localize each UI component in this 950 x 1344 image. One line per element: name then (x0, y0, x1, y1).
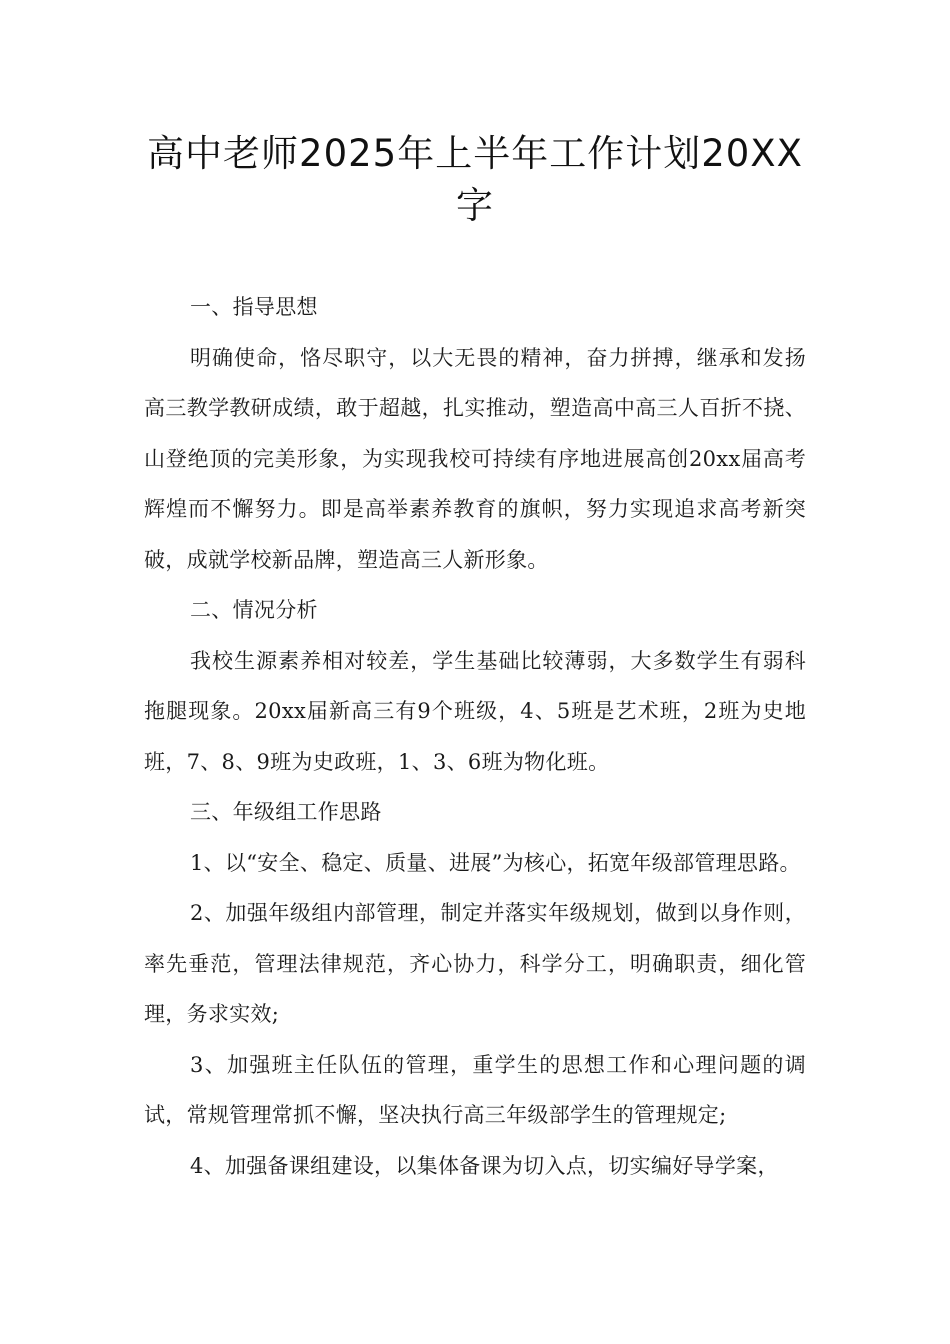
paragraph-situation-analysis: 我校生源素养相对较差，学生基础比较薄弱，大多数学生有弱科拖腿现象。20xx届新高三有9个班级，4、5班是艺术班，2班为史地班，7、8、9班为史政班，1、3、6班为物化班。 (144, 648, 806, 774)
section-heading-situation-analysis: 二、情况分析 (190, 598, 318, 622)
list-item-3: 3、加强班主任队伍的管理，重学生的思想工作和心理问题的调试，常规管理常抓不懈，坚决执行高三年级部学生的管理规定; (144, 1052, 806, 1127)
section-heading-guiding-thought: 一、指导思想 (190, 295, 318, 319)
page-title: 高中老师2025年上半年工作计划20XX字 (147, 132, 803, 227)
paragraph-guiding-thought: 明确使命，恪尽职守，以大无畏的精神，奋力拼搏，继承和发扬高三教学教研成绩，敢于超越，扎实推动，塑造高中高三人百折不挠、山登绝顶的完美形象，为实现我校可持续有序地进展高创20xx届高考辉煌而不懈努力。即是高举素养教育的旗帜，努力实现追求高考新突破，成就学校新品牌，塑造高三人新形象。 (144, 345, 806, 572)
list-item-2: 2、加强年级组内部管理，制定并落实年级规划，做到以身作则，率先垂范，管理法律规范，齐心协力，科学分工，明确职责，细化管理，务求实效; (144, 901, 806, 1026)
list-item-1: 1、以“安全、稳定、质量、进展”为核心，拓宽年级部管理思路。 (190, 850, 801, 875)
list-item-4: 4、加强备课组建设，以集体备课为切入点，切实编好导学案， (190, 1153, 779, 1178)
section-heading-work-ideas: 三、年级组工作思路 (190, 800, 382, 824)
document-body (144, 282, 806, 1191)
